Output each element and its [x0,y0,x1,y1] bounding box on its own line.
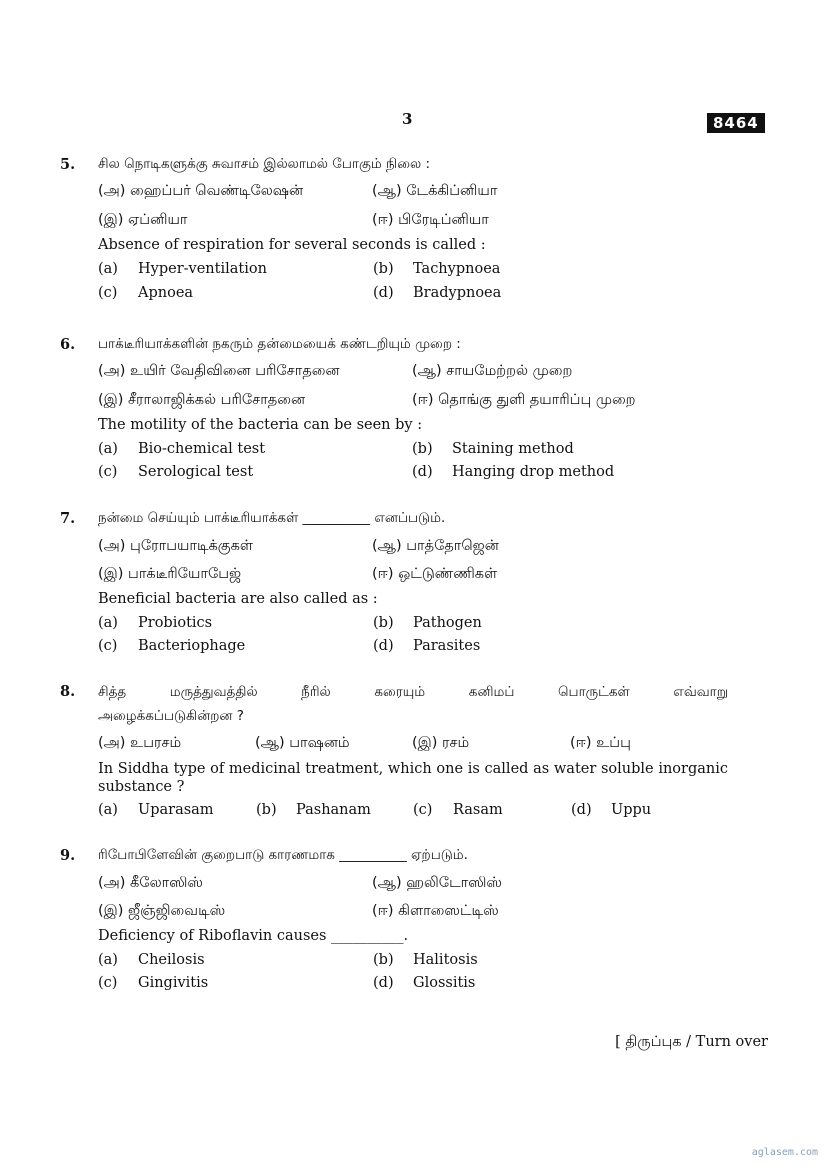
option-text: Staining method [452,441,574,457]
option-text: Tachypnoea [413,261,501,277]
option-a [98,615,212,631]
option-tamil-a: (அ) கீலோஸிஸ் [98,875,203,891]
question-number: 7. [60,510,76,527]
option-text: Uparasam [138,802,214,818]
option-label: (b) [373,952,394,968]
option-text: Serological test [138,464,254,480]
question-text-tamil: சில நொடிகளுக்கு சுவாசம் இல்லாமல் போகும் நிலை : [98,156,431,172]
option-label: (a) [98,802,118,818]
option-d [412,464,614,480]
option-text: Halitosis [413,952,478,968]
watermark: aglasem.com [751,1147,818,1158]
option-label: (d) [373,638,394,654]
option-text: Hyper-ventilation [138,261,267,277]
option-text: Parasites [413,638,481,654]
option-label: (b) [373,261,394,277]
option-tamil-a: (அ) உயிர் வேதிவினை பரிசோதனை [98,363,340,379]
option-text: Rasam [453,802,503,818]
option-tamil-a: (அ) உபரசம் [98,735,182,751]
option-c [98,975,208,991]
question-text-english-line2: substance ? [98,779,185,795]
option-label: (b) [412,441,433,457]
option-a [98,952,205,968]
option-text: Pathogen [413,615,482,631]
option-tamil-b: (ஆ) பாஷனம் [255,735,350,751]
option-b [373,952,478,968]
option-tamil-c: (இ) ஏப்னியா [98,212,188,228]
option-b [256,802,371,818]
option-tamil-b: (ஆ) சாயமேற்றல் முறை [412,363,573,379]
option-label: (d) [373,975,394,991]
option-text: Bio-chemical test [138,441,266,457]
option-tamil-c: (இ) ஜீஞ்ஜிவைடிஸ் [98,903,226,919]
option-c [98,285,193,301]
question-number: 5. [60,156,76,173]
question-number: 6. [60,336,76,353]
question-text-english: The motility of the bacteria can be seen by : [98,417,423,433]
option-text: Bradypnoea [413,285,502,301]
option-b [373,261,500,277]
option-tamil-b: (ஆ) பாத்தோஜென் [372,538,499,554]
option-text: Uppu [611,802,652,818]
option-tamil-d: (ஈ) ஒட்டுண்ணிகள் [372,566,498,582]
option-c [413,802,503,818]
option-tamil-a: (அ) ஹைப்பர் வெண்டிலேஷன் [98,183,304,199]
option-label: (a) [98,615,118,631]
option-a [98,802,214,818]
option-b [412,441,574,457]
question-number: 8. [60,683,76,700]
option-label: (b) [256,802,277,818]
option-a [98,441,265,457]
option-label: (a) [98,261,118,277]
option-c [98,638,245,654]
option-label: (d) [373,285,394,301]
question-text-tamil: நன்மை செய்யும் பாக்டீரியாக்கள் __________ எனப்படும். [98,510,446,526]
question-text-english: Absence of respiration for several seconds is called : [98,237,486,253]
option-label: (b) [373,615,394,631]
option-label: (c) [98,285,118,301]
option-label: (d) [571,802,592,818]
option-text: Bacteriophage [138,638,246,654]
option-tamil-b: (ஆ) டேக்கிப்னியா [372,183,498,199]
option-label: (a) [98,441,118,457]
option-text: Apnoea [138,285,194,301]
option-a [98,261,267,277]
question-text-tamil-line1: சித்த மருத்துவத்தில் நீரில் கரையும் கனிமப் பொருட்கள் எவ்வாறு [98,684,728,700]
option-tamil-d: (ஈ) பிரேடிப்னியா [372,212,489,228]
question-text-tamil-line2: அழைக்கப்படுகின்றன ? [98,708,244,724]
option-text: Probiotics [138,615,213,631]
option-label: (c) [413,802,433,818]
option-tamil-c: (இ) பாக்டீரியோபேஜ் [98,566,242,582]
page-number: 3 [402,110,413,128]
option-tamil-d: (ஈ) கிளாஸைட்டிஸ் [372,903,499,919]
option-text: Pashanam [296,802,371,818]
option-text: Gingivitis [138,975,209,991]
option-d [373,638,480,654]
question-text-tamil: ரிபோபிளேவின் குறைபாடு காரணமாக __________ ஏற்படும். [98,847,468,863]
option-label: (d) [412,464,433,480]
question-number: 9. [60,847,76,864]
option-b [373,615,482,631]
option-text: Glossitis [413,975,476,991]
option-label: (a) [98,952,118,968]
option-label: (c) [98,975,118,991]
question-text-english: Deficiency of Riboflavin causes __________. [98,928,409,944]
question-text-english-line1: In Siddha type of medicinal treatment, which one is called as water soluble inorganic [98,761,728,777]
option-tamil-d: (ஈ) உப்பு [570,735,631,751]
option-label: (c) [98,638,118,654]
option-tamil-b: (ஆ) ஹலிடோஸிஸ் [372,875,502,891]
option-text: Cheilosis [138,952,205,968]
option-d [373,285,501,301]
paper-code-badge: 8464 [707,113,765,133]
question-text-tamil: பாக்டீரியாக்களின் நகரும் தன்மையைக் கண்டறியும் முறை : [98,336,461,352]
option-label: (c) [98,464,118,480]
option-c [98,464,253,480]
option-d [571,802,651,818]
option-text: Hanging drop method [452,464,615,480]
option-tamil-c: (இ) ரசம் [412,735,470,751]
option-d [373,975,475,991]
turn-over-note: [ திருப்புக / Turn over [615,1034,768,1050]
question-text-english: Beneficial bacteria are also called as : [98,591,378,607]
option-tamil-c: (இ) சீராலாஜிக்கல் பரிசோதனை [98,392,306,408]
option-tamil-d: (ஈ) தொங்கு துளி தயாரிப்பு முறை [412,392,636,408]
option-tamil-a: (அ) புரோபயாடிக்குகள் [98,538,253,554]
